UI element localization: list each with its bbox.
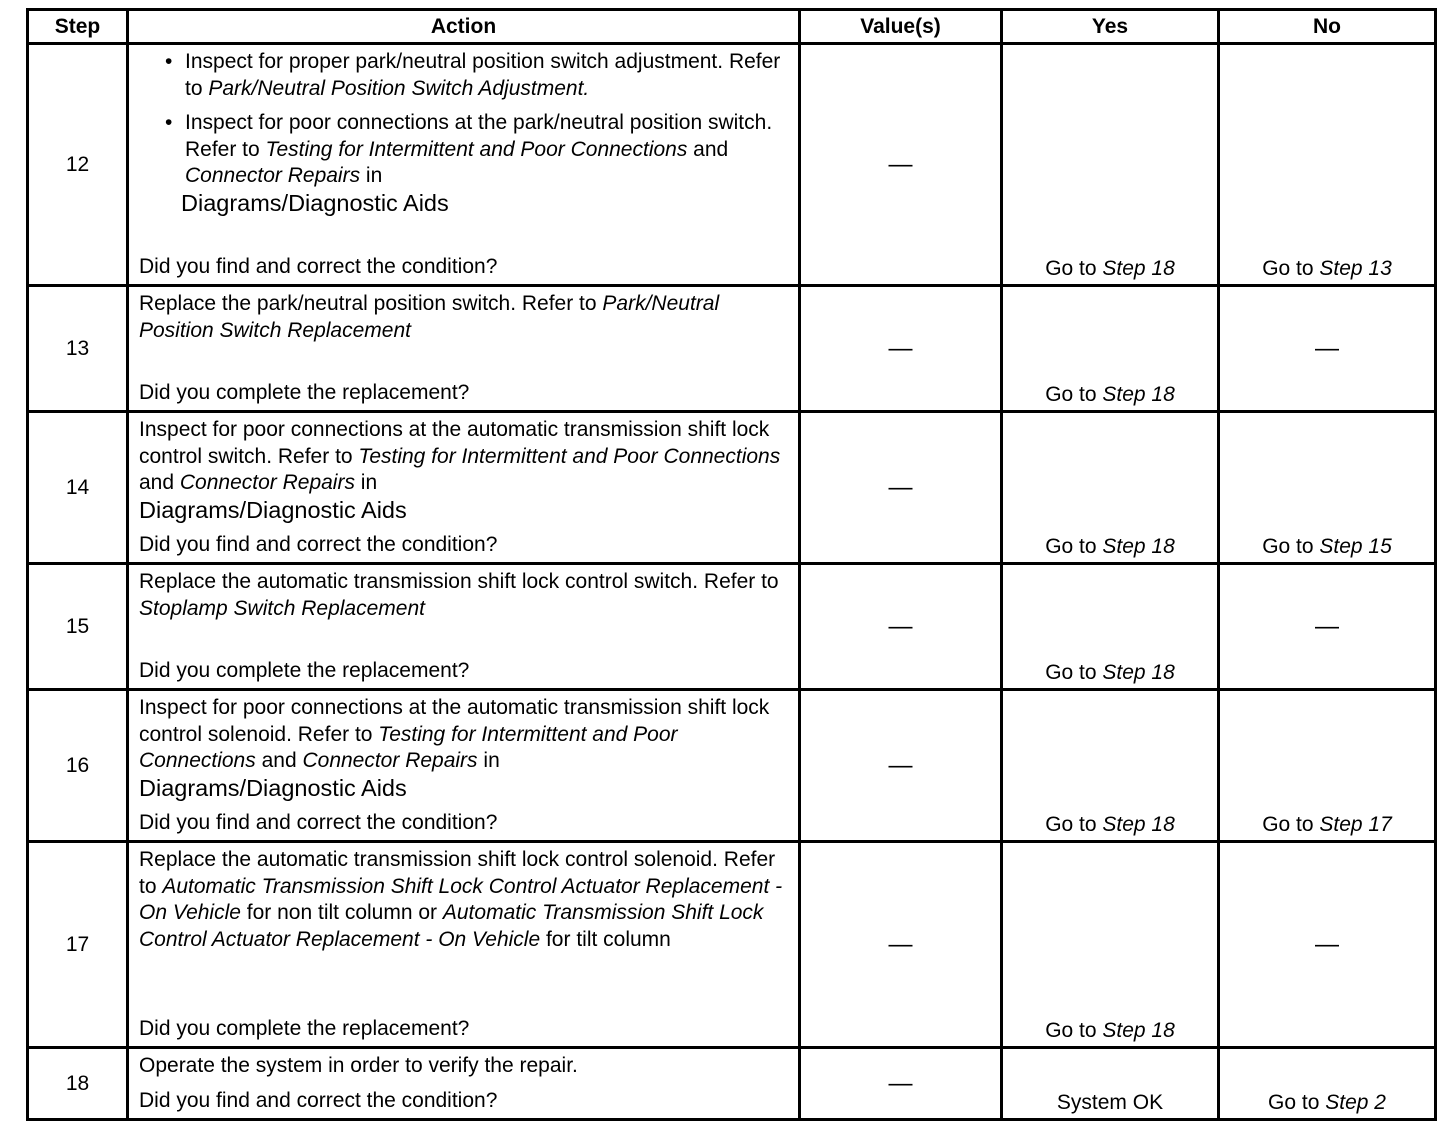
action-question: Did you complete the replacement? [139, 1016, 470, 1040]
yes-result: Go to Step 18 [1002, 286, 1219, 412]
reference-link[interactable]: Park/Neutral Position Switch Adjustment. [208, 76, 590, 100]
table-row-12 [28, 44, 1436, 286]
step-link[interactable]: Step 18 [1102, 813, 1175, 836]
action-cell [128, 1048, 800, 1120]
action-question: Did you complete the replacement? [139, 380, 470, 404]
reference-link[interactable]: Connector Repairs [179, 471, 355, 494]
value-dash: — [800, 1048, 1002, 1120]
reference-link[interactable]: Connector Repairs [302, 749, 478, 772]
step-link[interactable]: Step 18 [1102, 383, 1175, 406]
action-text: Replace the automatic transmission shift lock control switch. Refer to Stoplamp Switch Replacement [139, 570, 779, 620]
action-bullet: • Inspect for proper park/neutral position switch adjustment. Refer to Park/Neutral Position Switch Adjustment. [139, 49, 788, 102]
header-values: Value(s) [800, 10, 1002, 44]
header-yes: Yes [1002, 10, 1219, 44]
step-link[interactable]: Step 15 [1319, 535, 1392, 558]
reference-link[interactable]: Stoplamp Switch Replacement [139, 596, 425, 620]
action-question: Did you find and correct the condition? [139, 810, 498, 834]
step-number: 17 [28, 842, 128, 1048]
value-dash: — [800, 44, 1002, 286]
yes-result: Go to Step 18 [1002, 690, 1219, 842]
step-link[interactable]: Step 18 [1102, 535, 1175, 558]
action-cell [128, 44, 800, 286]
action-text: Operate the system in order to verify the repair. [139, 1054, 578, 1077]
reference-link[interactable]: Automatic Transmission Shift Lock Control Actuator Replacement - On Vehicle [139, 874, 783, 924]
header-step: Step [28, 10, 128, 44]
action-cell [128, 842, 800, 1048]
reference-section: Diagrams/Diagnostic Aids [139, 774, 407, 801]
action-bullets [139, 49, 788, 224]
action-question: Did you find and correct the condition? [139, 254, 498, 278]
diagnostic-table [26, 8, 1437, 1121]
value-dash: — [800, 564, 1002, 690]
yes-result: System OK [1002, 1048, 1219, 1120]
no-result: Go to Step 2 [1219, 1048, 1436, 1120]
header-row [28, 10, 1436, 44]
table-row-15 [28, 564, 1436, 690]
no-result: Go to Step 17 [1219, 690, 1436, 842]
yes-result: Go to Step 18 [1002, 44, 1219, 286]
table-row-13 [28, 286, 1436, 412]
step-link[interactable]: Step 13 [1319, 257, 1392, 280]
step-number: 16 [28, 690, 128, 842]
table-row-17 [28, 842, 1436, 1048]
table-row-16 [28, 690, 1436, 842]
step-number: 15 [28, 564, 128, 690]
value-dash: — [800, 842, 1002, 1048]
action-text: Inspect for poor connections at the automatic transmission shift lock control switch. Refer to Testing for Intermittent and Poor Connections and Connector Repairs in Diagrams/Diagnostic Aids [139, 417, 788, 523]
action-question: Did you complete the replacement? [139, 658, 470, 682]
action-cell [128, 690, 800, 842]
action-question: Did you find and correct the condition? [139, 1088, 498, 1112]
action-cell [128, 564, 800, 690]
action-text: Replace the automatic transmission shift lock control solenoid. Refer to Automatic Transmission Shift Lock Control Actuator Replacement - On Vehicle for non tilt column or Automatic Transmission Shift Lock Control Actuator Replacement - On Vehicle for tilt column [139, 848, 783, 951]
action-cell [128, 412, 800, 564]
header-action: Action [128, 10, 800, 44]
action-question: Did you find and correct the condition? [139, 532, 498, 556]
reference-section: Diagrams/Diagnostic Aids [181, 189, 449, 216]
action-bullet: • Inspect for poor connections at the park/neutral position switch. Refer to Testing for Intermittent and Poor Connections and Connector Repairs in Diagrams/Diagnostic Aids [139, 110, 788, 216]
value-dash: — [800, 690, 1002, 842]
action-text: Inspect for poor connections at the automatic transmission shift lock control solenoid. Refer to Testing for Intermittent and Poor Connections and Connector Repairs in Diagrams/Diagnostic Aids [139, 695, 788, 801]
header-no: No [1219, 10, 1436, 44]
no-result-dash: — [1219, 842, 1436, 1048]
step-link[interactable]: Step 18 [1102, 1019, 1175, 1042]
yes-result: Go to Step 18 [1002, 412, 1219, 564]
step-link[interactable]: Step 18 [1102, 661, 1175, 684]
no-result-dash: — [1219, 286, 1436, 412]
step-number: 13 [28, 286, 128, 412]
table-row-18 [28, 1048, 1436, 1120]
no-result-dash: — [1219, 564, 1436, 690]
table-row-14 [28, 412, 1436, 564]
action-cell [128, 286, 800, 412]
reference-link[interactable]: Testing for Intermittent and Poor Connections [139, 722, 678, 772]
step-number: 14 [28, 412, 128, 564]
no-result: Go to Step 13 [1219, 44, 1436, 286]
no-result: Go to Step 15 [1219, 412, 1436, 564]
value-dash: — [800, 286, 1002, 412]
yes-result: Go to Step 18 [1002, 842, 1219, 1048]
reference-link[interactable]: Testing for Intermittent and Poor Connections [358, 444, 781, 468]
step-link[interactable]: Step 17 [1319, 813, 1392, 836]
step-link[interactable]: Step 18 [1102, 257, 1175, 280]
reference-link[interactable]: Automatic Transmission Shift Lock Control Actuator Replacement - On Vehicle [139, 901, 764, 951]
reference-link[interactable]: Testing for Intermittent and Poor Connections [265, 137, 688, 161]
reference-section: Diagrams/Diagnostic Aids [139, 496, 407, 523]
step-link[interactable]: Step 2 [1325, 1091, 1386, 1114]
reference-link[interactable]: Connector Repairs [185, 164, 361, 187]
action-text: Replace the park/neutral position switch. Refer to Park/Neutral Position Switch Replacement [139, 292, 720, 342]
reference-link[interactable]: Park/Neutral Position Switch Replacement [139, 292, 720, 342]
step-number: 18 [28, 1048, 128, 1120]
value-dash: — [800, 412, 1002, 564]
step-number: 12 [28, 44, 128, 286]
yes-result: Go to Step 18 [1002, 564, 1219, 690]
